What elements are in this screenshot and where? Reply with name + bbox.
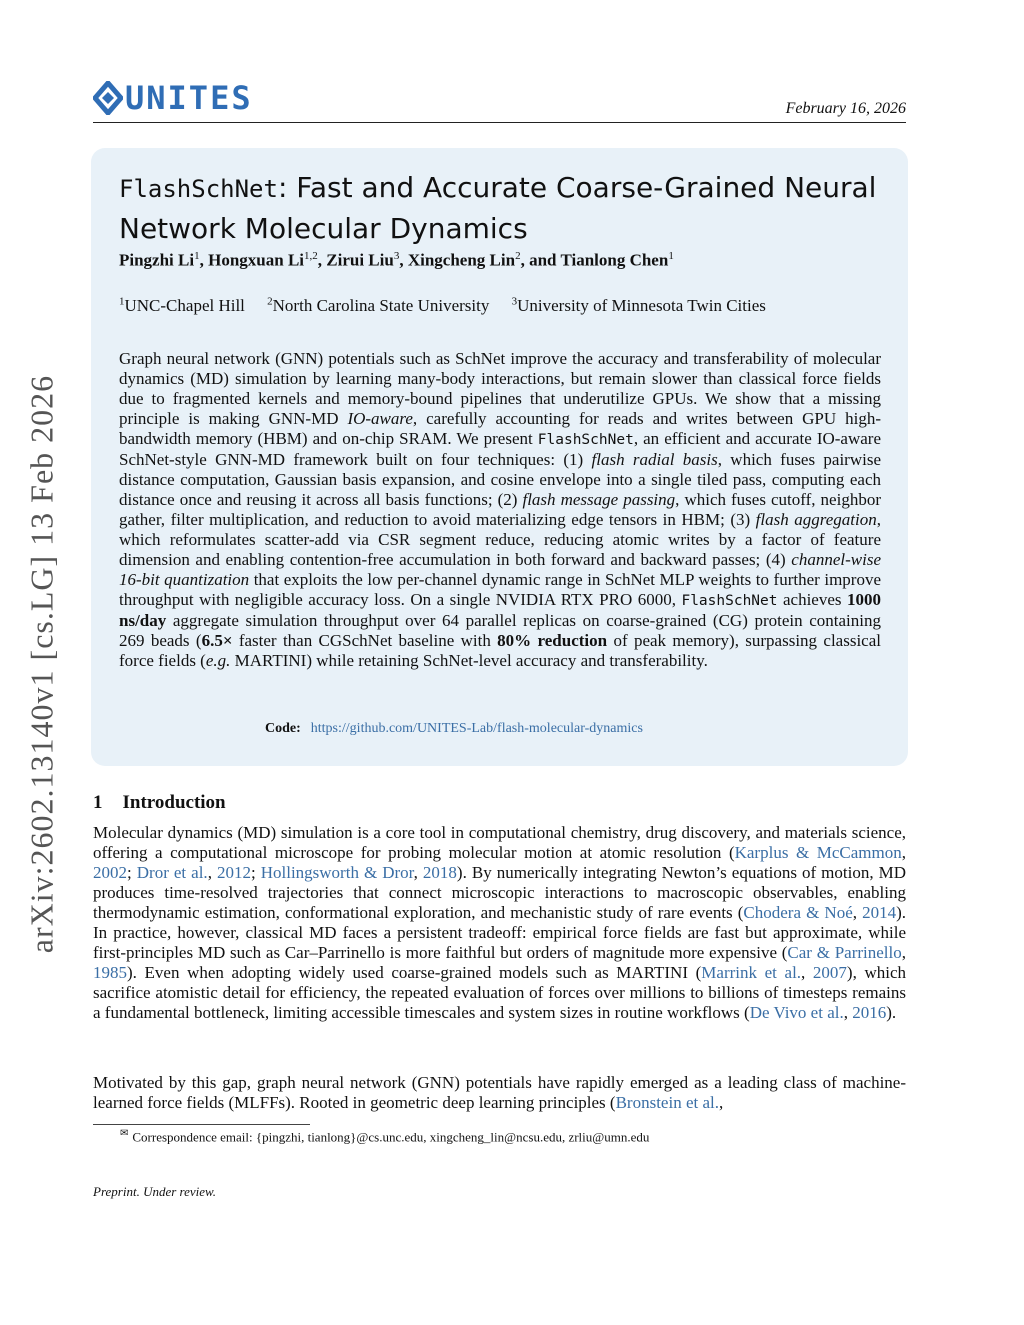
key-result: 1000 ns/day	[119, 590, 881, 630]
citation-link[interactable]: Car & Parrinello	[787, 943, 902, 962]
footnote-text: Correspondence email: {pingzhi, tianlong}@cs.unc.edu, xingcheng_lin@ncsu.edu, zrliu@umn.edu	[132, 1129, 650, 1145]
affiliation: $^3$University of Minnesota Twin Cities	[511, 295, 766, 315]
header-date: February 16, 2026	[785, 100, 906, 117]
citation-link[interactable]: 2012	[216, 863, 251, 882]
footnote-rule	[93, 1124, 310, 1125]
system-name: FlashSchNet	[537, 432, 634, 448]
affiliation: $^1$UNC-Chapel Hill	[119, 295, 245, 315]
affiliation: $^2$North Carolina State University	[267, 295, 490, 315]
author-affil: 3	[393, 250, 400, 262]
author-conjunction: and	[529, 250, 557, 270]
section-heading	[93, 792, 226, 814]
header-rule	[93, 122, 906, 123]
section-number: 1	[93, 792, 103, 813]
author-name: Zirui Liu	[326, 250, 394, 270]
citation-link[interactable]: 2018	[422, 863, 457, 882]
author-affil: 2	[515, 250, 521, 262]
citation-link[interactable]: 2016	[852, 1003, 887, 1022]
citation-link[interactable]: Chodera & Noé	[743, 903, 853, 922]
author-name: Tianlong Chen	[560, 250, 669, 270]
affiliation-list	[119, 295, 784, 316]
arxiv-sidebar	[22, 372, 62, 957]
author-affil: 1	[194, 250, 200, 262]
technique-name: flash aggregation	[755, 510, 877, 529]
citation-link[interactable]: 2007	[812, 963, 847, 982]
author-name: Pingzhi Li	[119, 250, 195, 270]
author-list: Pingzhi Li$^1$, Hongxuan Li$^{1,2}$, Zirui Liu$^3$, Xingcheng Lin$^2$, and Tianlong Chen$^1$	[119, 250, 674, 270]
key-result: 6.5×	[201, 631, 233, 650]
code-line	[265, 721, 643, 737]
intro-paragraph-1: Molecular dynamics (MD) simulation is a core tool in computational chemistry, drug discovery, and materials science, offering a computational microscope for probing molecular motion at atomic resolution (Karplus & McCammon, 2002; Dror et al., 2012; Hollingsworth & Dror, 2018). By numerically integrating Newton’s equations of motion, MD produces time-resolved trajectories that connect microscopic interactions to macroscopic observables, enabling thermodynamic estimation, conformational exploration, and mechanistic study of rare events (Chodera & Noé, 2014). In practice, however, classical MD faces a persistent tradeoff: empirical force fields are fast but approximate, while first-principles MD such as Car–Parrinello is more faithful but orders of magnitude more expensive (Car & Parrinello, 1985). Even when adopting widely used coarse-grained models such as MARTINI (Marrink et al., 2007), which sacrifice atomistic detail for efficiency, the repeated evaluation of forces over millions to billions of timesteps remains a fundamental bottleneck, limiting accessible timescales and system sizes in routine workflows (De Vivo et al., 2016).	[93, 823, 907, 1022]
citation-link[interactable]: 2002	[93, 863, 127, 882]
citation-link[interactable]: Dror et al.	[136, 863, 208, 882]
citation-link[interactable]: Marrink et al.	[701, 963, 802, 982]
code-label: Code:	[265, 721, 301, 736]
section-title: Introduction	[122, 792, 226, 813]
logo-text: UNITES	[125, 79, 253, 117]
unites-logo	[93, 80, 253, 116]
paper-title	[119, 168, 889, 249]
citation-link[interactable]: Hollingsworth & Dror	[260, 863, 414, 882]
key-result: 80% reduction	[497, 631, 608, 650]
emphasis: IO-aware	[347, 409, 413, 428]
emphasis: e.g.	[205, 651, 231, 670]
author-name: Xingcheng Lin	[407, 250, 516, 270]
citation-link[interactable]: De Vivo et al.	[749, 1003, 844, 1022]
citation-link[interactable]: Bronstein et al.	[615, 1093, 719, 1112]
title-text: : Fast and Accurate Coarse-Grained Neural Network Molecular Dynamics	[119, 171, 877, 245]
title-system-name: FlashSchNet	[119, 175, 278, 203]
author-affil: 1,2	[304, 250, 318, 262]
abstract-text: Graph neural network (GNN) potentials such as SchNet improve the accuracy and transferability of molecular dynamics (MD) simulation by learning many-body interactions, but remain slower than classical force fields due to fragmented kernels and memory-bound pipelines that underutilize GPUs. We show that a missing principle is making GNN-MD IO-aware, carefully accounting for reads and writes between GPU high-bandwidth memory (HBM) and on-chip SRAM. We present FlashSchNet, an efficient and accurate IO-aware SchNet-style GNN-MD framework built on four techniques: (1) flash radial basis, which fuses pairwise distance computation, Gaussian basis expansion, and cosine envelope into a single tiled pass, computing each distance once and reusing it across all basis functions; (2) flash message passing, which fuses cutoff, neighbor gather, filter multiplication, and reduction to avoid materializing edge tensors in HBM; (3) flash aggregation, which reformulates scatter-add via CSR segment reduce, reducing atomic writes by a factor of feature dimension and enabling contention-free accumulation in both forward and backward passes; (4) channel-wise 16-bit quantization that exploits the low per-channel dynamic range in SchNet MLP weights to further improve throughput with negligible accuracy loss. On a single NVIDIA RTX PRO 6000, FlashSchNet achieves 1000 ns/day aggregate simulation throughput over 64 parallel replicas on coarse-grained (CG) protein containing 269 beads (6.5× faster than CGSchNet baseline with 80% reduction of peak memory), surpassing classical force fields (e.g. MARTINI) while retaining SchNet-level accuracy and transferability.	[119, 349, 881, 670]
system-name: FlashSchNet	[681, 593, 778, 609]
envelope-icon: ✉	[120, 1128, 129, 1139]
footnote	[120, 1128, 649, 1145]
citation-link[interactable]: 1985	[93, 963, 127, 982]
intro-paragraph-2: Motivated by this gap, graph neural network (GNN) potentials have rapidly emerged as a leading class of machine-learned force fields (MLFFs). Rooted in geometric deep learning principles (Bronstein et al.,	[93, 1073, 906, 1112]
unites-logo-icon	[93, 81, 123, 115]
technique-name: flash message passing	[522, 490, 676, 509]
code-link[interactable]: https://github.com/UNITES-Lab/flash-molecular-dynamics	[310, 721, 643, 736]
author-name: Hongxuan Li	[208, 250, 305, 270]
citation-link[interactable]: Karplus & McCammon	[734, 843, 902, 862]
author-affil: 1	[668, 250, 674, 262]
preprint-note: Preprint. Under review.	[93, 1184, 216, 1199]
citation-link[interactable]: 2014	[862, 903, 897, 922]
technique-name: flash radial basis	[591, 450, 718, 469]
arxiv-id: arXiv:2602.13140v1 [cs.LG] 13 Feb 2026	[23, 374, 60, 954]
technique-name: channel-wise 16-bit quantization	[119, 550, 881, 589]
